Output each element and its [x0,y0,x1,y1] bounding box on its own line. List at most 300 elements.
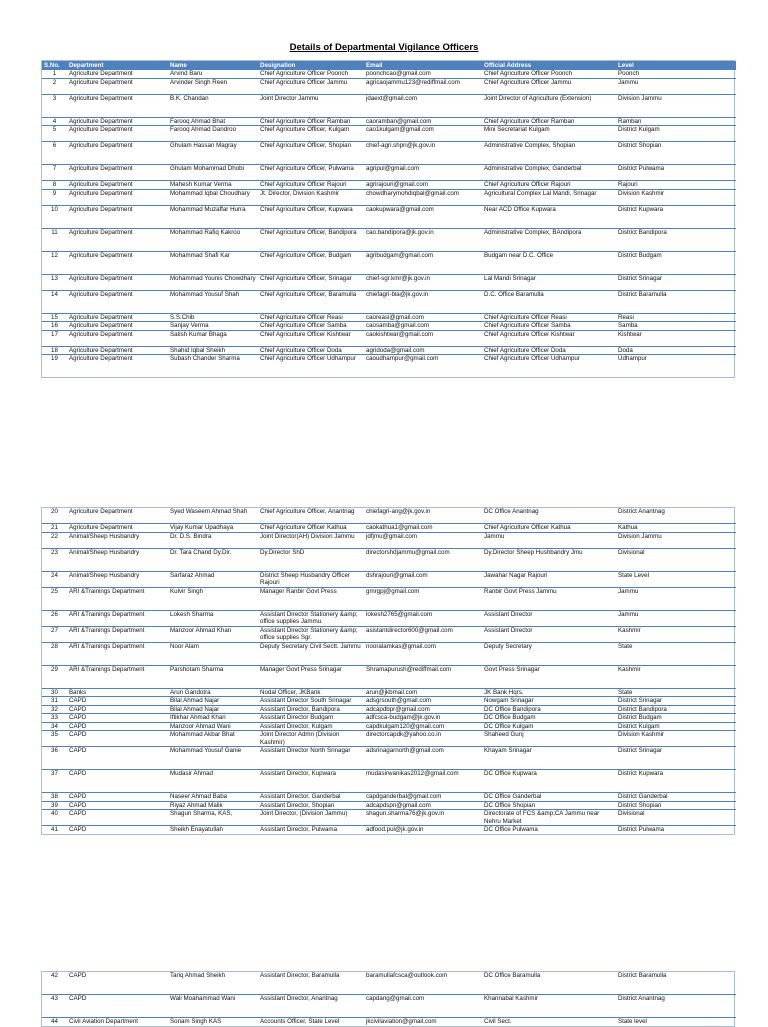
cell-email: asistantdirector600@gmail.com [364,626,482,642]
header-department: Department [67,61,168,70]
cell-designation: Chief Agriculture Officer, Srinagar [258,274,364,290]
cell-level: Kashmir [616,665,736,688]
cell-sno: 27 [42,626,67,642]
cell-designation: Assistant Director, Baramulla [260,972,340,979]
cell-address: Administrative Complex, Shopian [482,142,616,165]
table-row [42,995,736,1018]
cell-email: Shramapurush@rediffmail.com [364,665,482,688]
table-row [42,722,736,731]
cell-level: District Srinagar [616,274,736,290]
table-row [42,330,736,346]
vigilance-officers-table-continued-2 [42,972,736,1026]
cell-level: District Bandipora [616,228,736,251]
cell-name: Arvinder Singh Reen [168,78,258,94]
cell-department: Agriculture Department [67,205,168,228]
table-row [42,508,736,524]
cell-designation: Joint Director Jammu [258,94,364,117]
cell-level: Jammu [616,587,736,610]
cell-address: Near ACD Office Kupwara [482,205,616,228]
cell-level: Division Kashmir [616,189,736,205]
cell-designation: Assistant Director, Anantnag [258,995,364,1018]
cell-sno: 44 [42,1018,67,1026]
cell-email: arun@jkbmail.com [364,688,482,697]
table-row [42,1018,736,1026]
cell-name: Mahesh Kumar Verma [168,181,258,190]
cell-designation: Accounts Officer, State Level [258,1018,364,1026]
cell-address: Directorate of FCS &amp;CA Jammu near Nehru Market [482,810,616,826]
cell-address: DC Office Pulwama [482,826,616,834]
cell-designation: Chief Agriculture Officer Rajouri [258,181,364,190]
cell-email: caoreasi@gmail.com [364,313,482,322]
cell-designation: Assistant Director Stationery &amp; office supplies Sgr. [258,626,364,642]
cell-level: Ramban [616,117,736,126]
cell-designation: Chief Agriculture Officer Samba [258,322,364,331]
cell-name: Noor Alam [168,642,258,665]
cell-level: Kashmir [616,626,736,642]
cell-level: State Level [616,571,736,587]
cell-level: District Kupwara [616,205,736,228]
table-row [42,290,736,313]
cell-department: Agriculture Department [67,189,168,205]
cell-address: Govt Press Srinagar [482,665,616,688]
cell-department: ARI &Trainings Department [67,610,168,626]
cell-sno: 12 [42,251,67,274]
cell-sno: 24 [42,571,67,587]
cell-level: Rajouri [616,181,736,190]
cell-name: Farooq Ahmad Bhat [168,117,258,126]
cell-department: Animal/Sheep Husbandry [67,571,168,587]
cell-address: DC Office Bandipora [482,705,616,714]
cell-department: Agriculture Department [67,322,168,331]
cell-email: chief-sgr.kmr@jk.gov.in [364,274,482,290]
cell-sno: 1 [52,70,57,77]
cell-department: Agriculture Department [67,355,168,378]
cell-address: Agricultural Complex Lal Mandi, Srinagar [482,189,616,205]
cell-name: Bilal Ahmad Najar [168,697,258,706]
cell-designation: Assistant Director, Shopian [258,801,364,810]
cell-level: District Kupwara [616,770,736,793]
cell-designation: Chief Agriculture Officer, Bandipora [258,228,364,251]
cell-sno: 15 [42,313,67,322]
cell-department: Agriculture Department [67,524,168,533]
cell-department: ARI &Trainings Department [67,626,168,642]
cell-sno: 31 [42,697,67,706]
cell-email: jdfjmu@gmail.com [364,532,482,548]
cell-email: cao1kulgam@gmail.com [364,126,482,142]
cell-designation: Chief Agriculture Officer Kishtwar [258,330,364,346]
table-row [42,313,736,322]
cell-level: District Bandipora [616,705,736,714]
cell-designation: Chief Agriculture Officer, Kupwara [258,205,364,228]
cell-department: Agriculture Department [67,290,168,313]
cell-email: chief-agri.shpn@jk.gov.in [364,142,482,165]
cell-designation: Chief Agriculture Officer, Kulgam [258,126,364,142]
cell-sno: 7 [42,165,67,181]
cell-department: ARI &Trainings Department [67,665,168,688]
cell-level: Samba [616,322,736,331]
cell-email: adfood.pul@jk.gov.in [364,826,482,834]
vigilance-officers-table-continued [42,508,736,834]
cell-level: District Pulwama [616,165,736,181]
cell-name: Mohammad Shafi Kar [168,251,258,274]
cell-department: Agriculture Department [69,70,133,77]
table-row [42,346,736,355]
cell-level: State [616,688,736,697]
cell-department: Banks [67,688,168,697]
cell-department: Agriculture Department [69,508,133,515]
cell-department: Animal/Sheep Husbandry [67,548,168,571]
cell-sno: 40 [42,810,67,826]
header-sno: S.No. [42,61,67,70]
cell-name: Mohammad Iqbal Choudhary [168,189,258,205]
cell-address: Dy.Director Sheep Hushbandry Jmu [482,548,616,571]
cell-name: Syed Waseem Ahmad Shah [170,508,248,515]
table-row [42,78,736,94]
cell-email: caokathua1@gmail.com [364,524,482,533]
cell-department: Agriculture Department [67,94,168,117]
page-title: Details of Departmental Vigilance Officers [289,42,479,53]
header-level: Level [616,61,736,70]
cell-address: Administrative Complex, Ganderbal [482,165,616,181]
cell-address: Jammu [482,532,616,548]
table-row [42,731,736,747]
cell-name: Subash Chander Sharma [168,355,258,378]
cell-department: Agriculture Department [67,313,168,322]
cell-email: nooralamkas@gmail.com [364,642,482,665]
cell-sno: 43 [42,995,67,1018]
cell-designation: Chief Agriculture Officer, Anantnag [260,508,355,515]
cell-level: Poonch [618,70,639,77]
cell-address: DC Office Anantnag [484,508,539,515]
cell-department: Agriculture Department [67,126,168,142]
cell-address: Khayam Srinagar [482,747,616,770]
cell-address: Joint Director of Agriculture (Extension) [482,94,616,117]
cell-name: Satish Kumar Bhaga [168,330,258,346]
table-row [42,714,736,723]
cell-sno: 25 [42,587,67,610]
cell-email: jkcivilaviation@gmail.com [364,1018,482,1026]
cell-level: Reasi [616,313,736,322]
cell-email: agripul@gmail.com [364,165,482,181]
cell-sno: 34 [42,722,67,731]
cell-department: Civil Aviation Department [67,1018,168,1026]
cell-email: caosamba@gmail.com [364,322,482,331]
cell-email: directorshdjammu@gmail.com [364,548,482,571]
header-address: Official Address [482,61,616,70]
cell-email: capdang@gmail.com [364,995,482,1018]
cell-designation: Jt. Director, Division Kashmir [258,189,364,205]
cell-email: agricaojammu123@rediffmail.com [364,78,482,94]
cell-level: District Pulwama [616,826,736,834]
cell-name: Sarfaraz Ahmad [168,571,258,587]
cell-designation: Assistant Director, Bandipora [258,705,364,714]
cell-designation: Chief Agriculture Officer Poonch [260,70,348,77]
cell-sno: 37 [42,770,67,793]
cell-department: CAPD [67,697,168,706]
cell-address: Nowgam Srinagar [482,697,616,706]
cell-email: lokesh2765@gmail.com [364,610,482,626]
cell-email: baramullafcsca@outlook.com [366,972,448,979]
cell-designation: Assistant Director Budgam [258,714,364,723]
cell-sno: 22 [42,532,67,548]
cell-sno: 26 [42,610,67,626]
cell-email: adcapdspn@gmail.com [364,801,482,810]
cell-sno: 18 [42,346,67,355]
cell-level: District Srinagar [616,747,736,770]
cell-level: District Baramulla [616,290,736,313]
cell-designation: Chief Agriculture Officer, Baramulla [258,290,364,313]
cell-address: DC Office Kupwara [482,770,616,793]
cell-sno: 4 [42,117,67,126]
cell-level: District Budgam [616,251,736,274]
cell-level: Jammu [616,78,736,94]
cell-designation: Chief Agriculture Officer Ramban [258,117,364,126]
cell-level: Divisional [616,548,736,571]
cell-sno: 10 [42,205,67,228]
cell-level: District Srinagar [616,697,736,706]
table-row [42,70,736,78]
table-row [42,322,736,331]
cell-address: DC Office Baramulla [484,972,541,979]
cell-designation: Assistant Director, Ganderbal [258,793,364,802]
cell-address: Administrative Complex, BAndipora [482,228,616,251]
cell-email: adcapdbpr@gmail.com [364,705,482,714]
cell-department: ARI &Trainings Department [67,642,168,665]
table-row [42,793,736,802]
cell-address: Chief Agriculture Officer Samba [482,322,616,331]
cell-sno: 6 [42,142,67,165]
table-row [42,274,736,290]
cell-department: CAPD [67,722,168,731]
cell-department: CAPD [67,810,168,826]
table-row [42,826,736,834]
cell-name: Parshotam Sharma [168,665,258,688]
cell-level: District Kulgam [616,126,736,142]
cell-email: chowdharymohdiqbal@gmail.com [364,189,482,205]
table-row [42,587,736,610]
table-row [42,251,736,274]
cell-sno: 14 [42,290,67,313]
header-email: Email [364,61,482,70]
cell-name: B.K. Chandan [168,94,258,117]
table-row [42,642,736,665]
table-row [42,126,736,142]
cell-email: adfcsca-budgam@jk.gov.in [364,714,482,723]
cell-department: Agriculture Department [67,78,168,94]
cell-email: mudasirwanikas2012@gmail.com [364,770,482,793]
cell-name: Tariq Ahmad Sheikh [170,972,226,979]
cell-department: CAPD [67,793,168,802]
cell-designation: Manager Govt Press Srinagar [258,665,364,688]
cell-sno: 20 [51,508,58,515]
cell-name: Dr. D.S. Bindra [168,532,258,548]
cell-email: adsrinagarnorth@gmail.com [364,747,482,770]
cell-email: shagun.sharma76@jk.gov.in [364,810,482,826]
cell-designation: District Sheep Husbandry Officer Rajouri [258,571,364,587]
cell-address: DC Office Ganderbal [482,793,616,802]
table-row [42,665,736,688]
cell-sno: 21 [42,524,67,533]
table-row [42,688,736,697]
cell-department: CAPD [69,972,87,979]
table-row [42,205,736,228]
cell-name: S.S.Chib [168,313,258,322]
cell-department: CAPD [67,705,168,714]
cell-address: D.C. Office Baramulla [482,290,616,313]
cell-address: Assistant Director [482,626,616,642]
cell-address: Mini Secretariat Kulgam [482,126,616,142]
cell-sno: 8 [42,181,67,190]
cell-department: Agriculture Department [67,181,168,190]
cell-department: CAPD [67,995,168,1018]
cell-designation: Chief Agriculture Officer Kathua [258,524,364,533]
cell-sno: 28 [42,642,67,665]
cell-name: Farooq Ahmad Dandroo [168,126,258,142]
cell-address: Jawahar Nagar Rajouri [482,571,616,587]
cell-department: CAPD [67,714,168,723]
cell-department: Agriculture Department [67,274,168,290]
cell-address: Budgam near D.C. Office [482,251,616,274]
cell-email: caoramban@gmail.com [364,117,482,126]
cell-designation: Chief Agriculture Officer, Pulwama [258,165,364,181]
cell-email: chiefagri-bla@jk.gov.in [364,290,482,313]
cell-sno: 32 [42,705,67,714]
cell-name: Bilal Ahmad Najar [168,705,258,714]
cell-sno: 35 [42,731,67,747]
cell-name: Shagun Sharma, KAS, [168,810,258,826]
cell-department: Agriculture Department [67,251,168,274]
cell-department: CAPD [67,801,168,810]
table-row [42,181,736,190]
cell-address: Civil Sect. [482,1018,616,1026]
cell-name: Sheikh Enayatullah [168,826,258,834]
cell-name: Mudasir Ahmad [168,770,258,793]
cell-name: Naseer Ahmad Baba [168,793,258,802]
cell-designation: Joint Director, (Division Jammu) [258,810,364,826]
cell-department: Agriculture Department [67,165,168,181]
table-row [42,117,736,126]
cell-designation: Assistant Director North Srinagar [258,747,364,770]
cell-level: State [616,642,736,665]
cell-level: Divisional [616,810,736,826]
cell-department: Agriculture Department [67,330,168,346]
cell-sno: 36 [42,747,67,770]
cell-address: Shaheed Gunj [482,731,616,747]
cell-address: Chief Agriculture Officer Ramban [482,117,616,126]
cell-email: chiefagri-ang@jk.gov.in [366,508,431,515]
table-row [42,571,736,587]
cell-address: Ranbir Govt Press Jammu [482,587,616,610]
cell-name: Sonam Singh KAS [168,1018,258,1026]
cell-sno: 5 [42,126,67,142]
table-row [42,142,736,165]
table-row [42,94,736,117]
cell-name: Manzoor Ahmad Wani [168,722,258,731]
cell-department: Agriculture Department [67,346,168,355]
cell-department: CAPD [67,731,168,747]
cell-address: Chief Agriculture Officer Kathua [482,524,616,533]
cell-designation: Assistant Director Stationery &amp; office supplies Jammu. [258,610,364,626]
table-row [42,747,736,770]
cell-email: caoudhampur@gmail.com [364,355,482,378]
cell-level: Kishtwar [616,330,736,346]
table-row [42,189,736,205]
table-row [42,524,736,533]
cell-email: agridoda@gmail.com [364,346,482,355]
cell-address: Khannabal Kashmir [482,995,616,1018]
cell-email: agrirajouri@gmail.com [364,181,482,190]
cell-sno: 38 [42,793,67,802]
cell-name: Vijay Kumar Upadhaya [168,524,258,533]
cell-name: Mohammad Yousuf Shah [168,290,258,313]
cell-name: Ghulam Mohammad Dhobi [168,165,258,181]
cell-level: Doda [616,346,736,355]
cell-name: Arvind Baru [170,70,203,77]
cell-designation: Joint Director(AH) Division Jammu [258,532,364,548]
cell-name: Dr. Tara Chand Dy.Dir. [168,548,258,571]
table-row [42,972,736,995]
cell-level: District Shopian [616,801,736,810]
cell-level: District Baramulla [618,972,667,979]
table-row [42,697,736,706]
cell-level: Division Jammu [616,94,736,117]
cell-name: Mohammad Yousuf Ganie [168,747,258,770]
cell-sno: 39 [42,801,67,810]
cell-name: Riyaz Ahmad Malik [168,801,258,810]
cell-sno: 42 [51,972,58,979]
cell-designation: Deputy Secretary Civil Sectt. Jammu [258,642,364,665]
cell-address: Chief Agriculture Officer Rajouri [482,181,616,190]
cell-address: Deputy Secretary [482,642,616,665]
cell-level: Kathua [616,524,736,533]
table-row [42,705,736,714]
table-row [42,228,736,251]
cell-email: cao.bandipora@jk.gov.in [364,228,482,251]
cell-name: Wali Moahammad Wani [168,995,258,1018]
table-row [42,610,736,626]
cell-designation: Manager Ranbir Govt Press [258,587,364,610]
cell-name: Iftikhar Ahmad Khan [168,714,258,723]
cell-sno: 41 [42,826,67,834]
cell-email: agribudgam@gmail.com [364,251,482,274]
cell-designation: Assistant Director, Kupwara [258,770,364,793]
cell-level: Division Jammu [616,532,736,548]
cell-level: Division Kashmir [616,731,736,747]
cell-designation: Chief Agriculture Officer, Shopian [258,142,364,165]
cell-name: Shahid Iqbal Sheikh [168,346,258,355]
cell-email: capdganderbal@gmail.com [364,793,482,802]
cell-department: CAPD [67,770,168,793]
cell-department: Agriculture Department [67,142,168,165]
cell-level: District Budgam [616,714,736,723]
cell-address: Chief Agriculture Officer Reasi [482,313,616,322]
cell-email: adsgrsouth@gmail.com [364,697,482,706]
cell-name: Mohammad Muzaffar Hurra [168,205,258,228]
cell-address: Chief Agriculture Officer Jammu [482,78,616,94]
table-row [42,165,736,181]
cell-name: Sanjay Verma [168,322,258,331]
cell-sno: 9 [42,189,67,205]
cell-email: capdkulgam120@gmail.com [364,722,482,731]
table-row [42,810,736,826]
cell-department: CAPD [67,747,168,770]
cell-designation: Joint Director Admn (Division Kashmir) [258,731,364,747]
cell-address: JK Bank Hqrs. [482,688,616,697]
cell-sno: 19 [42,355,67,378]
cell-email: caokupwara@gmail.com [364,205,482,228]
cell-address: Chief Agriculture Officer Kishtwar [482,330,616,346]
table-section-3 [41,971,735,1027]
